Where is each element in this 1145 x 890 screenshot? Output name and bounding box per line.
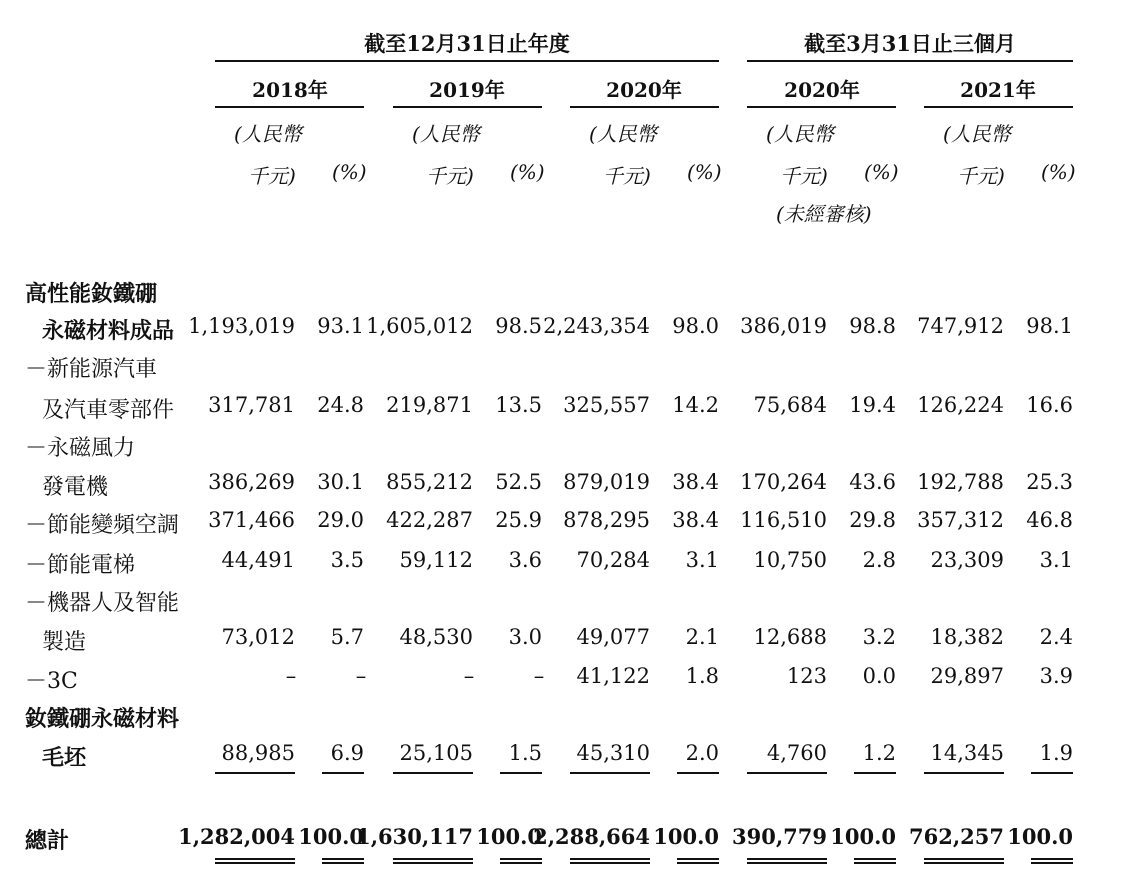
table-cell: – bbox=[285, 664, 297, 688]
pct-header: (%) bbox=[332, 160, 367, 184]
total-label: 總計 bbox=[25, 828, 70, 854]
total-cell: 100.0 bbox=[476, 824, 542, 849]
table-cell: 325,557 bbox=[563, 393, 650, 417]
table-cell: 44,491 bbox=[221, 548, 295, 572]
table-cell: 386,019 bbox=[740, 314, 827, 338]
table-cell: 3.1 bbox=[685, 548, 719, 572]
table-cell: 1.2 bbox=[862, 741, 896, 765]
table-cell: 371,466 bbox=[208, 508, 295, 532]
table-cell: 45,310 bbox=[576, 741, 650, 765]
table-cell: 43.6 bbox=[849, 470, 896, 494]
year-underline bbox=[747, 106, 896, 108]
group-underline-quarter bbox=[747, 60, 1073, 62]
table-cell: 1.5 bbox=[508, 741, 542, 765]
year-underline bbox=[570, 106, 719, 108]
total-cell: 100.0 bbox=[830, 824, 896, 849]
row-label-line2: 及汽車零部件 bbox=[42, 398, 175, 423]
row-label-line1: －新能源汽車 bbox=[25, 357, 158, 382]
subtotal-rule bbox=[924, 772, 1004, 774]
unit-header-line1: (人民幣 bbox=[766, 122, 834, 146]
group-header-quarter: 截至3月31日止三個月 bbox=[804, 31, 1016, 56]
row-label-line1: 高性能釹鐵硼 bbox=[25, 281, 158, 307]
table-cell: 25.3 bbox=[1026, 470, 1073, 494]
table-cell: 317,781 bbox=[208, 393, 295, 417]
row-label-line2: 永磁材料成品 bbox=[42, 318, 175, 344]
total-double-rule bbox=[1031, 858, 1073, 864]
unit-header-line2: 千元) bbox=[248, 164, 296, 188]
table-cell: 29.8 bbox=[849, 508, 896, 532]
table-cell: 3.9 bbox=[1039, 664, 1073, 688]
table-cell: 38.4 bbox=[672, 508, 719, 532]
pct-header: (%) bbox=[510, 160, 545, 184]
row-label-line2: 製造 bbox=[42, 630, 87, 655]
table-cell: 14.2 bbox=[672, 393, 719, 417]
row-label-line1: －機器人及智能 bbox=[25, 591, 180, 616]
table-cell: 48,530 bbox=[399, 625, 473, 649]
table-cell: 23,309 bbox=[930, 548, 1004, 572]
table-cell: 1.9 bbox=[1039, 741, 1073, 765]
row-label-line2: 發電機 bbox=[42, 475, 109, 500]
subtotal-rule bbox=[1031, 772, 1073, 774]
table-cell: 18,382 bbox=[930, 625, 1004, 649]
subtotal-rule bbox=[500, 772, 542, 774]
unit-header-line1: (人民幣 bbox=[234, 122, 302, 146]
total-cell: 1,282,004 bbox=[178, 824, 295, 849]
table-cell: 1,193,019 bbox=[188, 314, 295, 338]
table-cell: 24.8 bbox=[317, 393, 364, 417]
unit-header-line2: 千元) bbox=[957, 164, 1005, 188]
table-cell: 93.1 bbox=[317, 314, 364, 338]
table-cell: 13.5 bbox=[495, 393, 542, 417]
table-cell: 5.7 bbox=[330, 625, 364, 649]
unit-header-line1: (人民幣 bbox=[943, 122, 1011, 146]
unaudited-note: (未經審核) bbox=[776, 202, 872, 226]
table-cell: 10,750 bbox=[753, 548, 827, 572]
subtotal-rule bbox=[215, 772, 295, 774]
table-cell: 2,243,354 bbox=[543, 314, 650, 338]
table-cell: 126,224 bbox=[917, 393, 1004, 417]
table-cell: – bbox=[533, 664, 545, 688]
table-cell: 879,019 bbox=[563, 470, 650, 494]
table-cell: 357,312 bbox=[917, 508, 1004, 532]
table-cell: 386,269 bbox=[208, 470, 295, 494]
total-cell: 100.0 bbox=[1007, 824, 1073, 849]
table-cell: 878,295 bbox=[563, 508, 650, 532]
total-cell: 100.0 bbox=[298, 824, 364, 849]
table-cell: 3.5 bbox=[330, 548, 364, 572]
table-cell: 12,688 bbox=[753, 625, 827, 649]
table-cell: 123 bbox=[786, 664, 827, 688]
unit-header-line2: 千元) bbox=[780, 164, 828, 188]
row-label: －節能電梯 bbox=[25, 553, 136, 578]
row-label-line2: 毛坯 bbox=[42, 745, 87, 771]
table-cell: – bbox=[463, 664, 475, 688]
row-label: －3C bbox=[25, 669, 78, 694]
table-cell: 6.9 bbox=[330, 741, 364, 765]
table-cell: 14,345 bbox=[930, 741, 1004, 765]
table-cell: 88,985 bbox=[221, 741, 295, 765]
table-cell: 29,897 bbox=[930, 664, 1004, 688]
total-double-rule bbox=[747, 858, 827, 864]
year-underline bbox=[924, 106, 1073, 108]
total-double-rule bbox=[924, 858, 1004, 864]
group-underline-annual bbox=[215, 60, 719, 62]
pct-header: (%) bbox=[864, 160, 899, 184]
total-double-rule bbox=[322, 858, 364, 864]
table-cell: 25,105 bbox=[399, 741, 473, 765]
table-cell: 2.8 bbox=[862, 548, 896, 572]
subtotal-rule bbox=[322, 772, 364, 774]
table-cell: 2.4 bbox=[1039, 625, 1073, 649]
table-cell: 98.8 bbox=[849, 314, 896, 338]
table-cell: 3.6 bbox=[508, 548, 542, 572]
table-cell: 98.1 bbox=[1026, 314, 1073, 338]
table-cell: 3.0 bbox=[508, 625, 542, 649]
table-cell: 46.8 bbox=[1026, 508, 1073, 532]
table-cell: – bbox=[355, 664, 367, 688]
table-cell: 3.1 bbox=[1039, 548, 1073, 572]
table-cell: 52.5 bbox=[495, 470, 542, 494]
table-cell: 70,284 bbox=[576, 548, 650, 572]
total-cell: 100.0 bbox=[653, 824, 719, 849]
table-cell: 16.6 bbox=[1026, 393, 1073, 417]
table-cell: 2.1 bbox=[685, 625, 719, 649]
year-header-2021-q1: 2021年 bbox=[960, 78, 1036, 102]
table-cell: 29.0 bbox=[317, 508, 364, 532]
table-cell: 116,510 bbox=[740, 508, 827, 532]
table-cell: 25.9 bbox=[495, 508, 542, 532]
pct-header: (%) bbox=[1041, 160, 1076, 184]
table-cell: 747,912 bbox=[917, 314, 1004, 338]
table-cell: 75,684 bbox=[753, 393, 827, 417]
table-cell: 41,122 bbox=[576, 664, 650, 688]
table-cell: 4,760 bbox=[766, 741, 827, 765]
subtotal-rule bbox=[570, 772, 650, 774]
total-cell: 762,257 bbox=[909, 824, 1004, 849]
subtotal-rule bbox=[854, 772, 896, 774]
row-label-line1: 釹鐵硼永磁材料 bbox=[25, 706, 180, 732]
table-cell: 3.2 bbox=[862, 625, 896, 649]
group-header-annual: 截至12月31日止年度 bbox=[364, 31, 570, 56]
table-cell: 855,212 bbox=[386, 470, 473, 494]
table-cell: 219,871 bbox=[386, 393, 473, 417]
unit-header-line1: (人民幣 bbox=[412, 122, 480, 146]
total-double-rule bbox=[677, 858, 719, 864]
table-cell: 59,112 bbox=[399, 548, 473, 572]
subtotal-rule bbox=[747, 772, 827, 774]
table-cell: 19.4 bbox=[849, 393, 896, 417]
total-double-rule bbox=[854, 858, 896, 864]
table-cell: 0.0 bbox=[862, 664, 896, 688]
subtotal-rule bbox=[393, 772, 473, 774]
unit-header-line2: 千元) bbox=[426, 164, 474, 188]
table-cell: 38.4 bbox=[672, 470, 719, 494]
table-cell: 2.0 bbox=[685, 741, 719, 765]
row-label: －節能變頻空調 bbox=[25, 513, 180, 538]
year-header-2018: 2018年 bbox=[252, 78, 328, 102]
table-cell: 73,012 bbox=[221, 625, 295, 649]
table-cell: 192,788 bbox=[917, 470, 1004, 494]
total-cell: 2,288,664 bbox=[533, 824, 650, 849]
year-header-2020: 2020年 bbox=[606, 78, 682, 102]
table-cell: 422,287 bbox=[386, 508, 473, 532]
unit-header-line2: 千元) bbox=[603, 164, 651, 188]
row-label-line1: －永磁風力 bbox=[25, 436, 136, 461]
year-header-2020-q1: 2020年 bbox=[784, 78, 860, 102]
table-cell: 98.5 bbox=[495, 314, 542, 338]
table-cell: 1,605,012 bbox=[366, 314, 473, 338]
total-double-rule bbox=[500, 858, 542, 864]
table-cell: 49,077 bbox=[576, 625, 650, 649]
year-header-2019: 2019年 bbox=[429, 78, 505, 102]
table-cell: 30.1 bbox=[317, 470, 364, 494]
year-underline bbox=[215, 106, 364, 108]
table-cell: 170,264 bbox=[740, 470, 827, 494]
total-cell: 390,779 bbox=[732, 824, 827, 849]
table-cell: 98.0 bbox=[672, 314, 719, 338]
subtotal-rule bbox=[677, 772, 719, 774]
unit-header-line1: (人民幣 bbox=[589, 122, 657, 146]
total-double-rule bbox=[215, 858, 295, 864]
total-double-rule bbox=[393, 858, 473, 864]
total-double-rule bbox=[570, 858, 650, 864]
year-underline bbox=[393, 106, 542, 108]
total-cell: 1,630,117 bbox=[356, 824, 473, 849]
table-cell: 1.8 bbox=[685, 664, 719, 688]
pct-header: (%) bbox=[687, 160, 722, 184]
